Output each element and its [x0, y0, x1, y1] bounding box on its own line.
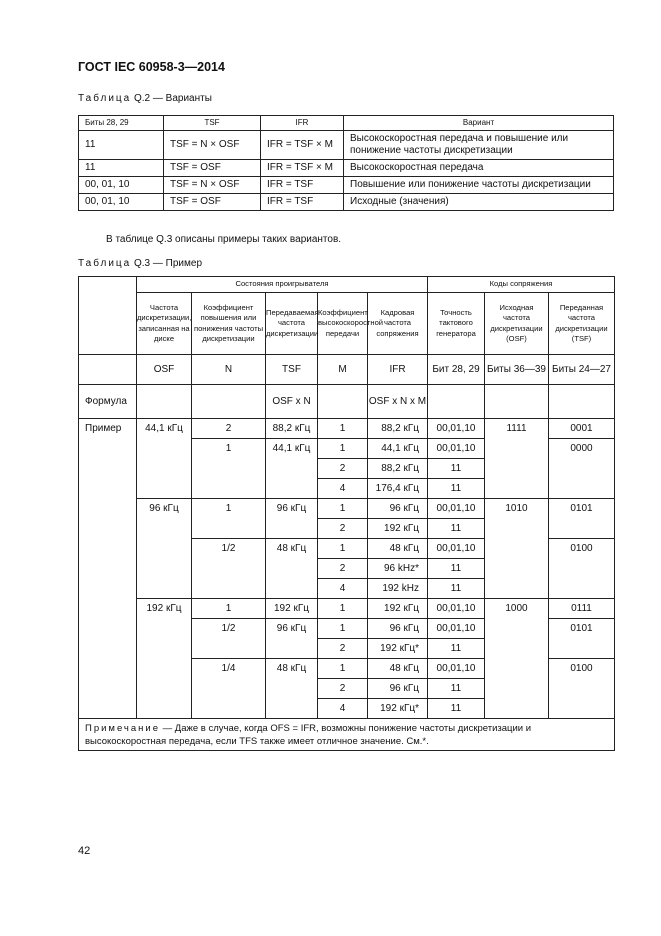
bits-24-27-cell: 0000 [549, 439, 615, 499]
note-text: — Даже в случае, когда OFS = IFR, возможны понижение частоты дискретизации и высокоскоростная передача, если TFS также имеет отличное значение. См.*. [85, 722, 532, 747]
table-cell: TSF = OSF [164, 160, 261, 177]
accuracy-cell: 11 [428, 479, 485, 499]
n-cell: 1/2 [192, 619, 266, 659]
tsf-cell: 88,2 кГц [266, 419, 318, 439]
n-cell: 2 [192, 419, 266, 439]
ifr-cell: 44,1 кГц [368, 439, 428, 459]
subheader-cell: Передаваемая частота дискретизации [266, 293, 318, 355]
table-row [79, 385, 615, 419]
table-row [79, 499, 615, 519]
table-cell: 11 [79, 160, 164, 177]
m-cell: 1 [318, 659, 368, 679]
accuracy-cell: 00,01,10 [428, 659, 485, 679]
table-row [79, 131, 614, 160]
table-row [79, 194, 614, 211]
m-cell: 1 [318, 619, 368, 639]
ifr-cell: 176,4 кГц [368, 479, 428, 499]
header-cell: Биты 28, 29 [79, 116, 164, 131]
table-row [79, 355, 615, 385]
table-cell: Повышение или понижение частоты дискретизации [344, 177, 614, 194]
symbol-cell: TSF [266, 355, 318, 385]
tsf-cell: 96 кГц [266, 619, 318, 659]
m-cell: 1 [318, 439, 368, 459]
table-q2 [78, 115, 614, 211]
header-cell: IFR [261, 116, 344, 131]
bits-24-27-cell: 0100 [549, 659, 615, 719]
bits-24-27-cell: 0101 [549, 499, 615, 539]
ifr-cell: 192 kHz [368, 579, 428, 599]
m-cell: 4 [318, 579, 368, 599]
m-cell: 2 [318, 459, 368, 479]
table-row [79, 160, 614, 177]
table-row [79, 719, 615, 751]
table-row [79, 177, 614, 194]
table-cell: IFR = TSF × M [261, 131, 344, 160]
osf-cell: 192 кГц [137, 599, 192, 719]
ifr-cell: 192 кГц [368, 519, 428, 539]
table-q3 [78, 276, 615, 751]
ifr-cell: 192 кГц [368, 599, 428, 619]
table-row [79, 293, 615, 355]
note-label: Примечание [85, 722, 160, 734]
m-cell: 1 [318, 599, 368, 619]
symbol-cell: M [318, 355, 368, 385]
ifr-cell: 88,2 кГц [368, 419, 428, 439]
table-cell: 11 [79, 131, 164, 160]
formula-label: Формула [79, 385, 137, 419]
accuracy-cell: 00,01,10 [428, 439, 485, 459]
bits-24-27-cell: 0101 [549, 619, 615, 659]
accuracy-cell: 11 [428, 519, 485, 539]
ifr-cell: 96 кГц [368, 499, 428, 519]
accuracy-cell: 11 [428, 699, 485, 719]
group-header-codes: Коды сопряжения [428, 277, 615, 293]
formula-ifr: OSF x N x M [368, 385, 428, 419]
subheader-cell: Исходная частота дискретизации (OSF) [485, 293, 549, 355]
bits-36-39-cell: 1000 [485, 599, 549, 719]
tsf-cell: 44,1 кГц [266, 439, 318, 499]
table-row [79, 599, 615, 619]
body-paragraph: В таблице Q.3 описаны примеры таких вариантов. [106, 234, 342, 245]
subheader-cell: Частота дискретизации, записанная на диске [137, 293, 192, 355]
ifr-cell: 96 кГц [368, 679, 428, 699]
ifr-cell: 88,2 кГц [368, 459, 428, 479]
ifr-cell: 96 kHz* [368, 559, 428, 579]
bits-36-39-cell: 1111 [485, 419, 549, 499]
table-cell [485, 385, 549, 419]
header-cell: Вариант [344, 116, 614, 131]
table-cell: 00, 01, 10 [79, 177, 164, 194]
tsf-cell: 96 кГц [266, 499, 318, 539]
tsf-cell: 192 кГц [266, 599, 318, 619]
subheader-cell: Переданная частота дискретизации (TSF) [549, 293, 615, 355]
symbol-cell: IFR [368, 355, 428, 385]
subheader-cell: Коэффициент повышения или понижения частоты дискретизации [192, 293, 266, 355]
bits-24-27-cell: 0111 [549, 599, 615, 619]
m-cell: 1 [318, 539, 368, 559]
corner-cell [79, 277, 137, 355]
table-cell: Исходные (значения) [344, 194, 614, 211]
accuracy-cell: 00,01,10 [428, 419, 485, 439]
osf-cell: 96 кГц [137, 499, 192, 599]
group-header-player: Состояния проигрывателя [137, 277, 428, 293]
table-cell [549, 385, 615, 419]
n-cell: 1 [192, 499, 266, 539]
table-note [79, 719, 615, 751]
table-cell: TSF = OSF [164, 194, 261, 211]
table-cell [137, 385, 192, 419]
table-q3-caption [78, 258, 202, 269]
document-title: ГОСТ IEC 60958-3—2014 [78, 60, 225, 74]
symbol-cell: Биты 36—39 [485, 355, 549, 385]
table-cell: IFR = TSF [261, 194, 344, 211]
n-cell: 1/2 [192, 539, 266, 599]
table-q2-caption [78, 93, 212, 104]
empty-cell [79, 355, 137, 385]
table-cell: TSF = N × OSF [164, 131, 261, 160]
caption-label: Таблица [78, 258, 132, 269]
table-cell [318, 385, 368, 419]
accuracy-cell: 11 [428, 459, 485, 479]
osf-cell: 44,1 кГц [137, 419, 192, 499]
n-cell: 1 [192, 439, 266, 499]
table-row [79, 419, 615, 439]
caption-text: Q.2 — Варианты [134, 93, 212, 104]
header-cell: TSF [164, 116, 261, 131]
m-cell: 2 [318, 639, 368, 659]
m-cell: 2 [318, 559, 368, 579]
bits-36-39-cell: 1010 [485, 499, 549, 599]
bits-24-27-cell: 0100 [549, 539, 615, 599]
ifr-cell: 48 кГц [368, 539, 428, 559]
accuracy-cell: 11 [428, 559, 485, 579]
m-cell: 1 [318, 499, 368, 519]
n-cell: 1 [192, 599, 266, 619]
subheader-cell: Коэффициент высокоскоростной передачи [318, 293, 368, 355]
accuracy-cell: 11 [428, 639, 485, 659]
table-row [79, 277, 615, 293]
table-cell: IFR = TSF × M [261, 160, 344, 177]
table-cell: 00, 01, 10 [79, 194, 164, 211]
m-cell: 4 [318, 699, 368, 719]
symbol-cell: Бит 28, 29 [428, 355, 485, 385]
m-cell: 2 [318, 679, 368, 699]
ifr-cell: 96 кГц [368, 619, 428, 639]
table-cell: IFR = TSF [261, 177, 344, 194]
table-cell [192, 385, 266, 419]
m-cell: 2 [318, 519, 368, 539]
table-cell: TSF = N × OSF [164, 177, 261, 194]
page-number: 42 [78, 845, 91, 857]
table-cell: Высокоскоростная передача и повышение или понижение частоты дискретизации [344, 131, 614, 160]
ifr-cell: 192 кГц* [368, 639, 428, 659]
accuracy-cell: 00,01,10 [428, 619, 485, 639]
bits-24-27-cell: 0001 [549, 419, 615, 439]
ifr-cell: 192 кГц* [368, 699, 428, 719]
subheader-cell: Кадровая частота сопряжения [368, 293, 428, 355]
accuracy-cell: 00,01,10 [428, 539, 485, 559]
formula-tsf: OSF x N [266, 385, 318, 419]
accuracy-cell: 00,01,10 [428, 599, 485, 619]
table-cell: Высокоскоростная передача [344, 160, 614, 177]
m-cell: 1 [318, 419, 368, 439]
symbol-cell: Биты 24—27 [549, 355, 615, 385]
tsf-cell: 48 кГц [266, 659, 318, 719]
symbol-cell: N [192, 355, 266, 385]
caption-text: Q.3 — Пример [134, 258, 203, 269]
accuracy-cell: 00,01,10 [428, 499, 485, 519]
ifr-cell: 48 кГц [368, 659, 428, 679]
accuracy-cell: 11 [428, 579, 485, 599]
table-header-row [79, 116, 614, 131]
symbol-cell: OSF [137, 355, 192, 385]
m-cell: 4 [318, 479, 368, 499]
example-label: Пример [79, 419, 137, 719]
caption-label: Таблица [78, 93, 132, 104]
tsf-cell: 48 кГц [266, 539, 318, 599]
table-q3-body [79, 277, 615, 751]
n-cell: 1/4 [192, 659, 266, 719]
subheader-cell: Точность тактового генератора [428, 293, 485, 355]
accuracy-cell: 11 [428, 679, 485, 699]
table-cell [428, 385, 485, 419]
